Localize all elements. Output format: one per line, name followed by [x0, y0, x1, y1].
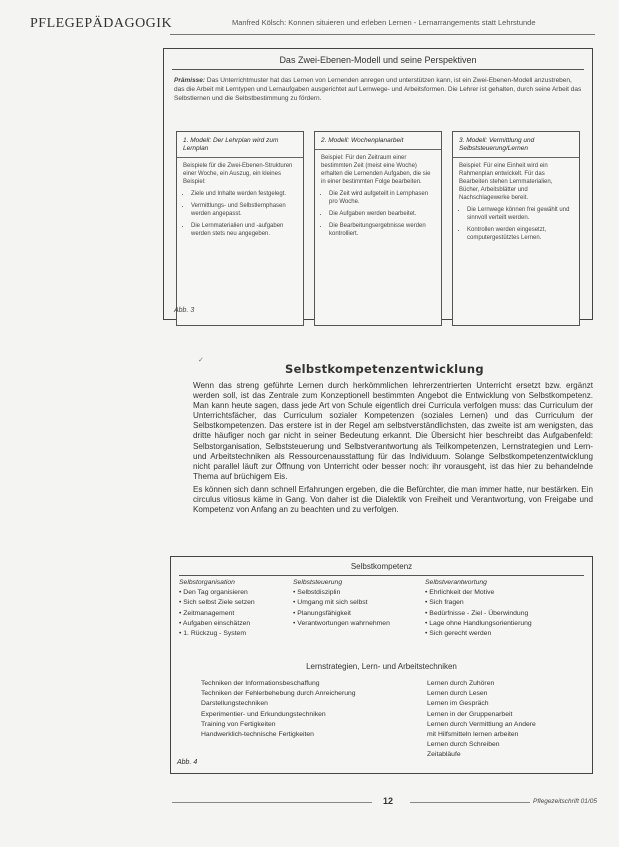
list-item: Experimentier- und Erkundungstechniken: [201, 710, 326, 718]
list-item: • Kontrollen werden eingesetzt, computergestütztes Lernen.: [467, 226, 573, 242]
list-item: Zeitabläufe: [427, 751, 461, 759]
list-item: Darstellungstechniken: [201, 700, 268, 708]
subsection-title: Lernstrategien, Lern- und Arbeitstechniken: [306, 662, 457, 671]
model-list: [177, 190, 303, 238]
running-header: Manfred Kölsch: Konnen situieren und erleben Lernen - Lernarrangements statt Lehrstunde: [232, 18, 536, 27]
list-item: Lernen durch Zuhören: [427, 680, 495, 687]
column-heading: Selbstverantwortung: [425, 579, 487, 586]
list-item: • Sich gerecht werden: [425, 630, 492, 638]
footer-rule: [172, 802, 372, 803]
list-item: • Selbstdisziplin: [293, 589, 341, 597]
model-list: [453, 206, 579, 242]
figure-title: Das Zwei-Ebenen-Modell und seine Perspektiven: [279, 55, 477, 65]
competence-column: [293, 578, 428, 629]
list-item: Training von Fertigkeiten: [201, 720, 276, 728]
model-column-1: [176, 131, 304, 326]
list-item: • Ehrlichkeit der Motive: [425, 589, 495, 597]
list-item: Lernen in der Gruppenarbeit: [427, 710, 513, 718]
model-column-2: [314, 131, 442, 326]
list-item: • Sich fragen: [425, 599, 464, 607]
strategies-list: [427, 679, 536, 761]
journal-issue: Pflegezeitschrift 01/05: [533, 798, 597, 805]
list-item: • Ziele und Inhalte werden festgelegt.: [191, 190, 297, 198]
figure-box-models: [163, 48, 593, 320]
list-item: • Die Lernmaterialien und -aufgaben werden stets neu angegeben.: [191, 222, 297, 238]
list-item: Handwerklich-technische Fertigkeiten: [201, 731, 314, 739]
intro-label: Prämisse:: [174, 77, 206, 84]
column-heading: Selbststeuerung: [293, 579, 343, 586]
competence-column: [425, 578, 590, 639]
list-item: • Lage ohne Handlungsorientierung: [425, 619, 532, 627]
figure-intro: [174, 76, 582, 103]
figure-title: Selbstkompetenz: [350, 562, 413, 571]
list-item: Techniken der Informationsbeschaffung: [201, 680, 320, 687]
list-item: • Die Aufgaben werden bearbeitet.: [329, 210, 435, 218]
paragraph: Wenn das streng geführte Lernen durch herkömmlichen lehrerzentrierten Unterricht ersetzt bzw. ergänzt werden soll, ist das Zentrale zum Konzeptionell bestimmten Angebot die Entwicklung von Selbstkompetenz. Man kann heute sagen, dass jede Art von Schule eigentlich drei Curricula verfolgen muss: das Curriculum der Unterrichtsfächer, das Curriculum sozialer Kompetenzen (soziales Lernen) und das Curriculum der Selbstkompetenzen. Das erstere ist in der Regel am selbstverständlichsten, das zweite ist am wenigsten, das dritte häufiger noch gar nicht in seiner Bedeutung erkannt. Die Übersicht hier beschreibt das Aufgabenfeld: Selbstorganisation, Selbststeuerung und Selbstverantwortung als Teilkompetenzen, Lernstrategien und Lern- und Arbeitstechniken als Ressourcenausstattung für das Individuum. Solange Selbstkompetenzentwicklung nicht parallel läuft zur Öffnung von Unterricht oder besser noch: ihr vorausgeht, ist das hier zu behandelnde Thema auf brüchigem Eis.: [193, 381, 593, 481]
list-item: • Die Zeit wird aufgeteilt in Lernphasen pro Woche.: [329, 190, 435, 206]
list-item: • Die Bearbeitungsergebnisse werden kontrolliert.: [329, 222, 435, 238]
list-item: • 1. Rückzug - System: [179, 630, 246, 638]
figure-title-rule: [172, 69, 584, 70]
body-text: [193, 381, 593, 518]
techniques-list: [201, 679, 356, 740]
figure-caption: Abb. 4: [177, 759, 198, 766]
journal-logo: PFLEGEPÄDAGOGIK: [30, 16, 173, 31]
list-item: • Zeitmanagement: [179, 609, 235, 617]
margin-mark: ✓: [198, 357, 204, 364]
list-item: mit Hilfsmitteln lernen arbeiten: [427, 731, 519, 739]
list-item: Techniken der Fehlerbehebung durch Anreicherung: [201, 690, 356, 698]
model-list: [315, 190, 441, 238]
list-item: Lernen im Gespräch: [427, 700, 489, 708]
list-item: • Den Tag organisieren: [179, 589, 248, 597]
list-item: • Bedürfnisse - Ziel - Überwindung: [425, 609, 529, 617]
figure-box-selbstkompetenz: [170, 556, 593, 774]
section-heading: Selbstkompetenzentwicklung: [285, 362, 484, 376]
page-number: 12: [383, 796, 394, 806]
list-item: • Die Lernwege können frei gewählt und sinnvoll verteilt werden.: [467, 206, 573, 222]
list-item: Lernen durch Schreiben: [427, 741, 500, 749]
list-item: • Vermittlungs- und Selbstlernphasen werden angepasst.: [191, 202, 297, 218]
model-title: 2. Modell: Wochenplanarbeit: [315, 132, 441, 150]
footer-rule: [410, 802, 530, 803]
model-intro: Beispiele für die Zwei-Ebenen-Strukturen einer Woche, ein Auszug, ein kleines Beispiel:: [183, 163, 293, 185]
model-column-3: [452, 131, 580, 326]
list-item: • Verantwortungen wahrnehmen: [293, 619, 390, 627]
list-item: Lernen durch Vermittlung an Andere: [427, 720, 536, 728]
paragraph: Es können sich dann schnell Erfahrungen ergeben, die die Befürchter, die man immer hatte, nur bestärken. Ein circulus vitiosus käme in Gang. Von daher ist die Dialektik von Freiheit und Verantwortung, von Freigabe und Kompetenz von Anfang an zu beachten und zu verfolgen.: [193, 484, 593, 515]
list-item: Lernen durch Lesen: [427, 690, 488, 698]
list-item: • Umgang mit sich selbst: [293, 599, 368, 607]
model-intro: Beispiel: Für den Zeitraum einer bestimmten Zeit (meist eine Woche) erhalten die Lernenden Aufgaben, die sie in einer bestimmten Folge bearbeiten.: [321, 155, 431, 185]
list-item: • Planungsfähigkeit: [293, 609, 351, 617]
figure-title-rule: [179, 575, 584, 576]
header-rule: [170, 34, 595, 35]
list-item: • Sich selbst Ziele setzen: [179, 599, 255, 607]
column-heading: Selbstorganisation: [179, 579, 235, 586]
intro-text: Das Unterrichtmuster hat das Lernen von Lernenden anregen und unterstützen kann, ist ein Zwei-Ebenen-Modell anzustreben, das die Arbeit mit Lerntypen und Lernaufgaben ausgerichtet auf Lernwege- und Arbeitsformen. Die Lehrer ist gehalten, durch seine Arbeit das Selbstlernen und die Selbstbestimmung zu fördern.: [174, 77, 582, 102]
list-item: • Aufgaben einschätzen: [179, 619, 251, 627]
figure-caption: Abb. 3: [174, 307, 195, 314]
model-intro: Beispiel: Für eine Einheit wird ein Rahmenplan entwickelt. Für das Bearbeiten stehen Lernmaterialien, Bücher, Arbeitsblätter und Nachschlagewerke bereit.: [459, 163, 553, 201]
model-title: 3. Modell: Vermittlung und Selbststeuerung/Lernen: [453, 132, 579, 158]
model-title: 1. Modell: Der Lehrplan wird zum Lernplan: [177, 132, 303, 158]
